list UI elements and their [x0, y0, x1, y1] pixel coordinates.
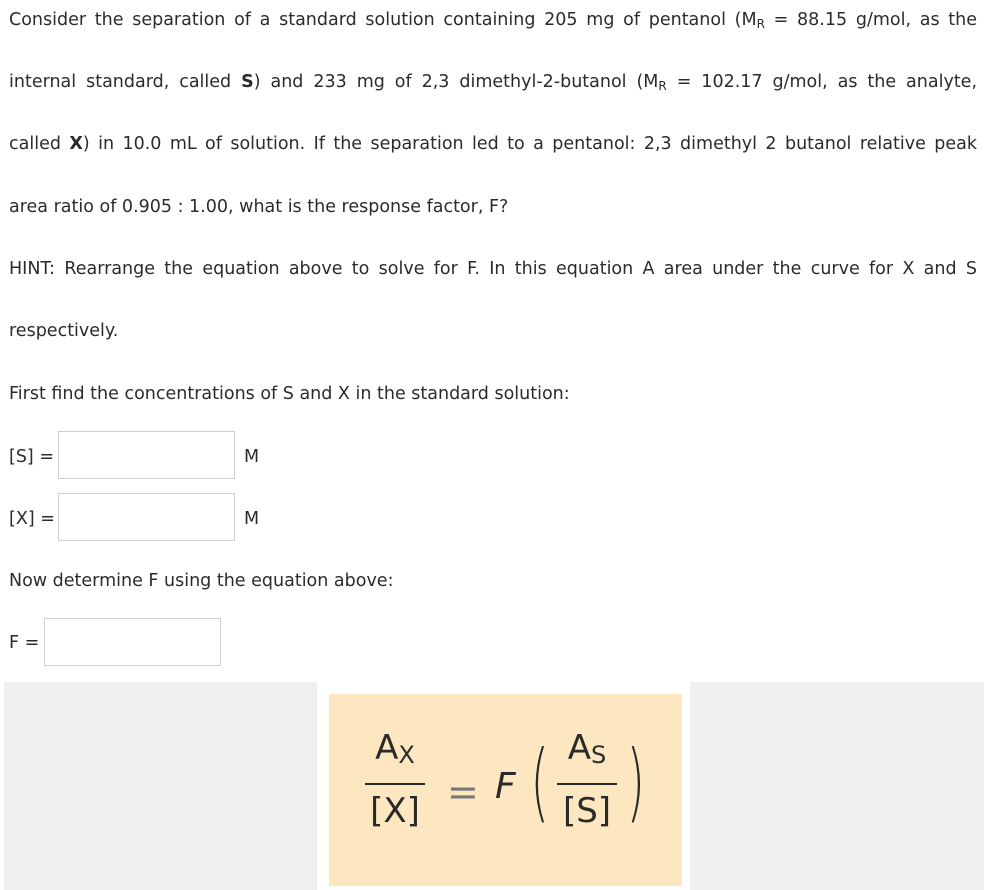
s-concentration-input[interactable] — [58, 431, 235, 479]
problem-text: = 102.17 g/mol, as the analyte, — [666, 72, 978, 92]
problem-text: called — [9, 134, 70, 154]
hint-line-1: HINT: Rearrange the equation above to solve for F. In this equation A area under the curve for X and S — [9, 259, 977, 279]
problem-line-1 — [9, 8, 977, 36]
problem-text: ) and 233 mg of 2,3 dimethyl-2-butanol (M — [253, 72, 659, 92]
problem-line-2 — [9, 70, 977, 98]
left-side-panel — [4, 682, 317, 890]
hint-line-2: respectively. — [9, 321, 119, 341]
s-concentration-term: [S] — [562, 791, 612, 831]
subscript-r: R — [756, 17, 765, 31]
as-symbol: A — [567, 728, 592, 768]
equals-sign: = — [447, 770, 479, 814]
symbol-x: X — [69, 134, 83, 154]
problem-text: internal standard, called — [9, 72, 242, 92]
problem-line-3 — [9, 132, 977, 156]
left-parenthesis: ( — [530, 732, 550, 832]
fraction-ax-over-x — [365, 728, 425, 831]
as-subscript: S — [591, 741, 607, 769]
equation-panel — [329, 694, 682, 886]
x-concentration-term: [X] — [370, 791, 420, 831]
symbol-s: S — [241, 72, 254, 92]
response-factor-symbol: F — [495, 766, 516, 807]
problem-text: ) in 10.0 mL of solution. If the separation led to a pentanol: 2,3 dimethyl 2 butanol relative peak — [82, 134, 977, 154]
right-parenthesis: ) — [626, 732, 646, 832]
problem-text: Consider the separation of a standard solution containing 205 mg of pentanol (M — [9, 10, 757, 30]
s-concentration-label: [S] = — [9, 447, 54, 467]
problem-text: = 88.15 g/mol, as the — [764, 10, 978, 30]
x-unit-label: M — [244, 509, 260, 529]
problem-line-4: area ratio of 0.905 : 1.00, what is the response factor, F? — [9, 197, 509, 217]
fraction-as-over-s — [557, 728, 617, 831]
f-label: F = — [9, 633, 40, 653]
step1-instruction: First find the concentrations of S and X in the standard solution: — [9, 384, 570, 404]
ax-subscript: X — [398, 741, 415, 769]
s-unit-label: M — [244, 447, 260, 467]
right-side-panel — [690, 682, 984, 890]
x-concentration-input[interactable] — [58, 493, 235, 541]
step2-instruction: Now determine F using the equation above: — [9, 571, 394, 591]
x-concentration-label: [X] = — [9, 509, 55, 529]
subscript-r: R — [658, 79, 667, 93]
response-factor-input[interactable] — [44, 618, 221, 666]
ax-symbol: A — [375, 728, 399, 768]
